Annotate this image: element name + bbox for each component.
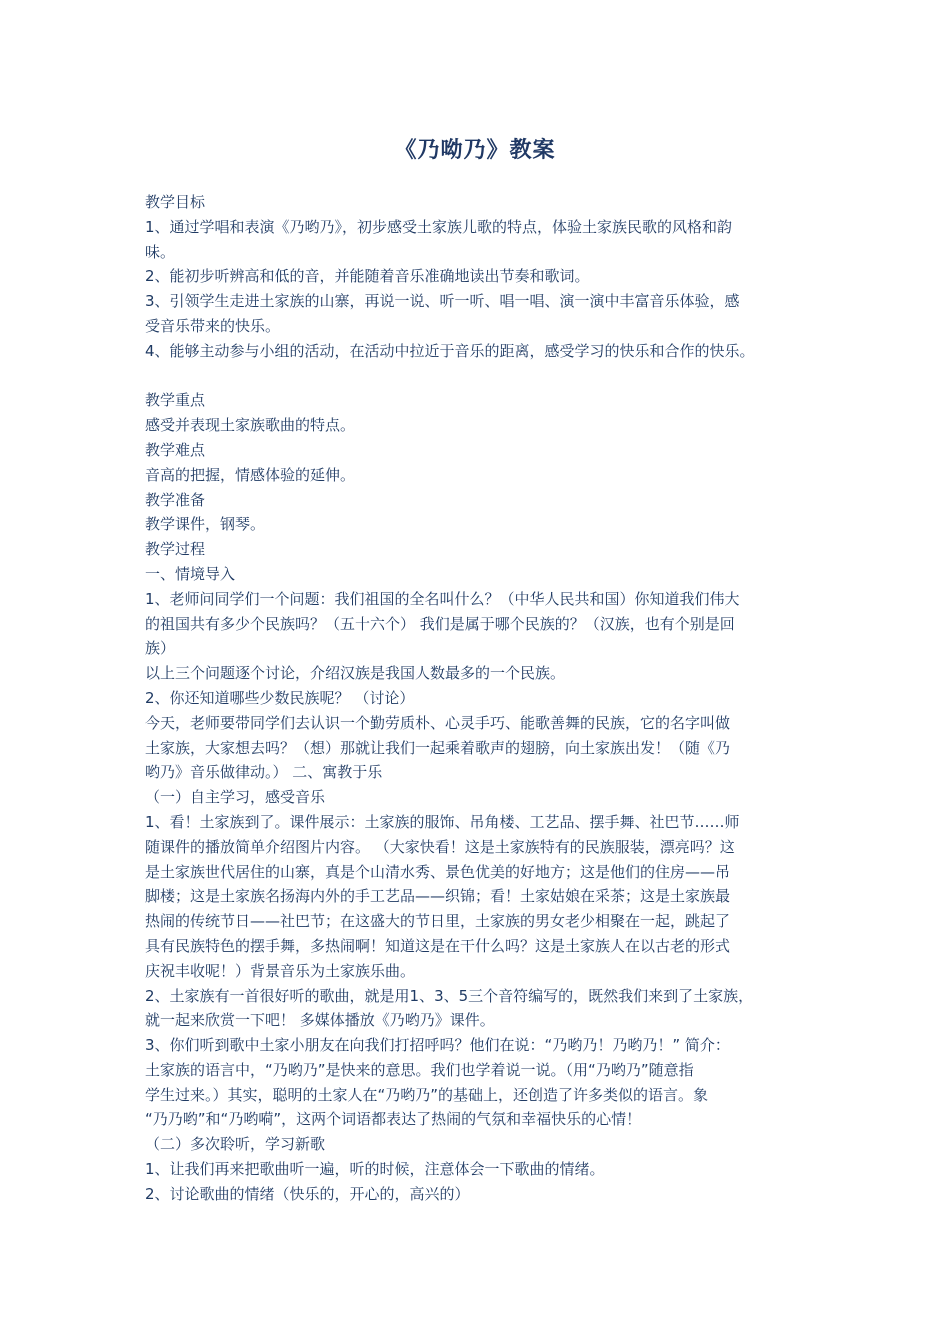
section-heading: （一）自主学习，感受音乐: [145, 788, 326, 807]
paragraph-line: 1、让我们再来把歌曲听一遍，听的时候，注意体会一下歌曲的情绪。: [145, 1160, 605, 1179]
paragraph-line: 受音乐带来的快乐。: [145, 316, 281, 335]
paragraph-line: 随课件的播放简单介绍图片内容。 （大家快看！这是土家族特有的民族服装，漂亮吗？这: [145, 837, 735, 856]
paragraph-line: 以上三个问题逐个讨论，介绍汉族是我国人数最多的一个民族。: [145, 664, 566, 683]
heading-preparation: 教学准备: [145, 490, 206, 509]
paragraph-line: 热闹的传统节日——社巴节；在这盛大的节日里，土家族的男女老少相聚在一起，跳起了: [145, 912, 731, 931]
heading-teaching-goals: 教学目标: [145, 193, 206, 211]
section-heading: 一、情境导入: [145, 564, 236, 583]
paragraph-line: 2、能初步听辨高和低的音，并能随着音乐准确地读出节奏和歌词。: [145, 267, 590, 286]
paragraph-line: 学生过来。）其实，聪明的土家人在“乃哟乃”的基础上，还创造了许多类似的语言。象: [145, 1085, 709, 1104]
paragraph-line: 2、你还知道哪些少数民族呢？ （讨论）: [145, 688, 415, 707]
paragraph-line: 1、老师问同学们一个问题：我们祖国的全名叫什么？（中华人民共和国）你知道我们伟大: [145, 589, 740, 608]
paragraph-line: 土家族，大家想去吗？（想）那就让我们一起乘着歌声的翅膀，向土家族出发！（随《乃: [145, 738, 731, 757]
heading-difficulties: 教学难点: [145, 440, 206, 459]
paragraph-line: 今天，老师要带同学们去认识一个勤劳质朴、心灵手巧、能歌善舞的民族，它的名字叫做: [145, 713, 731, 732]
paragraph-line: 庆祝丰收呢！）背景音乐为土家族乐曲。: [145, 961, 416, 980]
blank-line: [145, 364, 825, 389]
paragraph-line: 土家族的语言中，“乃哟乃”是快来的意思。我们也学着说一说。（用“乃哟乃”随意指: [145, 1060, 694, 1079]
paragraph-line: 1、通过学唱和表演《乃哟乃》，初步感受土家族儿歌的特点，体验土家族民歌的风格和韵: [145, 217, 733, 236]
paragraph-line: 感受并表现土家族歌曲的特点。: [145, 416, 356, 435]
heading-process: 教学过程: [145, 540, 206, 559]
paragraph-line: 3、你们听到歌中土家小朋友在向我们打招呼吗？他们在说：“乃哟乃！乃哟乃！” 简介：: [145, 1036, 730, 1055]
paragraph-line: 2、讨论歌曲的情绪（快乐的，开心的，高兴的）: [145, 1184, 470, 1203]
paragraph-line: 的祖国共有多少个民族吗？（五十六个） 我们是属于哪个民族的？（汉族，也有个别是回: [145, 614, 735, 633]
paragraph-line: 教学课件，钢琴。: [145, 515, 266, 534]
section-heading: （二）多次聆听，学习新歌: [145, 1135, 326, 1154]
paragraph-line: 3、引领学生走进土家族的山寨，再说一说、听一听、唱一唱、演一演中丰富音乐体验，感: [145, 292, 740, 311]
paragraph-line: 1、看！土家族到了。课件展示：土家族的服饰、吊角楼、工艺品、摆手舞、社巴节……师: [145, 812, 740, 831]
paragraph-line: 脚楼；这是土家族名扬海内外的手工艺品——织锦；看！土家姑娘在采茶；这是土家族最: [145, 887, 731, 906]
paragraph-line: 音高的把握，情感体验的延伸。: [145, 465, 356, 484]
paragraph-line: 4、能够主动参与小组的活动，在活动中拉近于音乐的距离，感受学习的快乐和合作的快乐。: [145, 341, 755, 360]
paragraph-line: 就一起来欣赏一下吧！ 多媒体播放《乃哟乃》课件。: [145, 1011, 495, 1030]
paragraph-line: 哟乃》音乐做律动。） 二、寓教于乐: [145, 763, 383, 782]
paragraph-line: “乃乃哟”和“乃哟嗬”，这两个词语都表达了热闹的气氛和幸福快乐的心情！: [145, 1110, 642, 1129]
paragraph-line: 2、土家族有一首很好听的歌曲，就是用1、3、5三个音符编写的，既然我们来到了土家族，: [145, 986, 754, 1005]
paragraph-line: 是土家族世代居住的山寨，真是个山清水秀、景色优美的好地方；这是他们的住房——吊: [145, 862, 731, 881]
document-title: 《乃呦乃》教案: [394, 138, 556, 163]
paragraph-line: 具有民族特色的摆手舞，多热闹啊！知道这是在干什么吗？这是土家族人在以古老的形式: [145, 936, 731, 955]
paragraph-line: 味。: [145, 242, 176, 261]
document-body: [145, 190, 825, 1207]
paragraph-line: 族）: [145, 639, 176, 658]
heading-key-points: 教学重点: [145, 391, 206, 410]
